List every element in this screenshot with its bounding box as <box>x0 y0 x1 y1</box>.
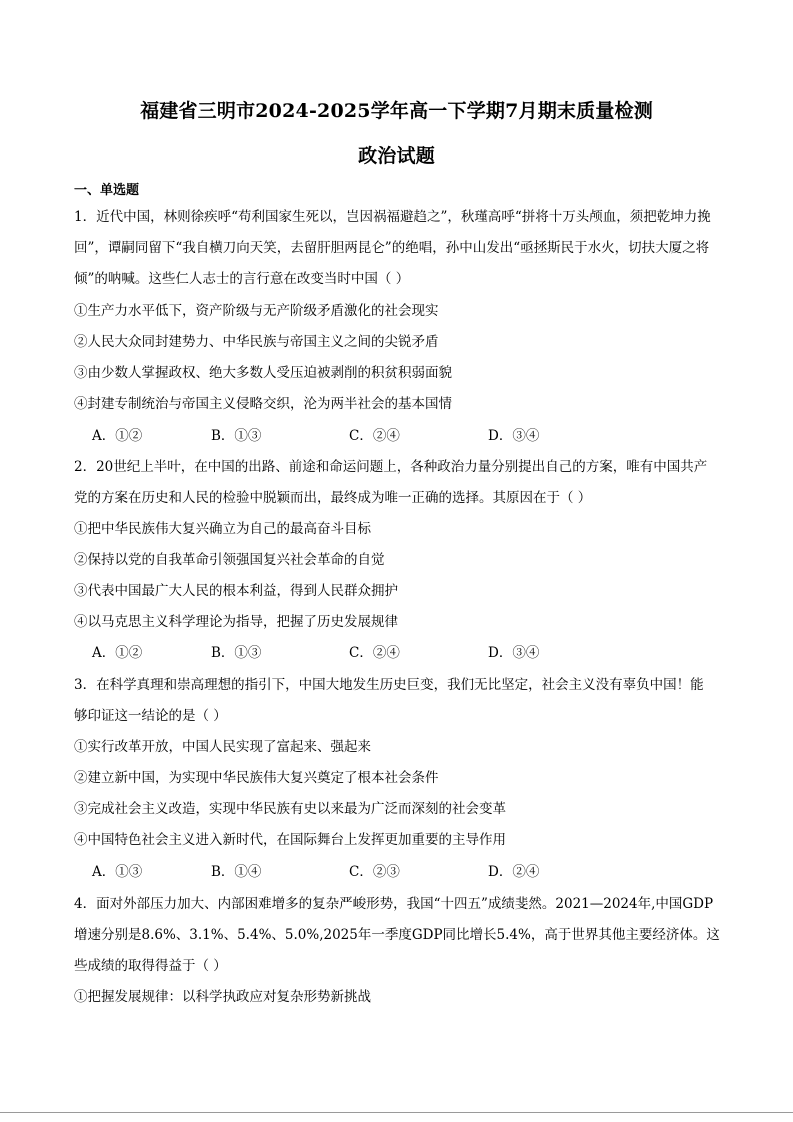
question-text-line: 4．面对外部压力加大、内部困难增多的复杂严峻形势，我国“十四五”成绩斐然。2021—2024年,中国GDP <box>74 896 714 912</box>
statement-item: ②人民大众同封建势力、中华民族与帝国主义之间的尖锐矛盾 <box>74 334 439 350</box>
statement-item: ②建立新中国，为实现中华民族伟大复兴奠定了根本社会条件 <box>74 770 439 786</box>
statement-item: ①生产力水平低下，资产阶级与无产阶级矛盾激化的社会现实 <box>74 303 439 319</box>
section-heading: 一、单选题 <box>74 183 140 198</box>
option-d[interactable]: D．③④ <box>488 428 540 444</box>
statement-item: ③代表中国最广大人民的根本利益，得到人民群众拥护 <box>74 583 398 599</box>
option-b[interactable]: B．①③ <box>211 428 262 444</box>
statement-item: ①把中华民族伟大复兴确立为自己的最高奋斗目标 <box>74 521 371 537</box>
option-c[interactable]: C．②④ <box>349 645 400 661</box>
question-text-line: 1．近代中国，林则徐疾呼“苟利国家生死以，岂因祸福避趋之”，秋瑾高呼“拼将十万头颅血，须把乾坤力挽 <box>74 209 711 225</box>
page-bottom-rule <box>0 1112 793 1113</box>
option-d[interactable]: D．②④ <box>488 864 540 880</box>
statement-item: ③由少数人掌握政权、绝大多数人受压迫被剥削的积贫积弱面貌 <box>74 365 452 381</box>
statement-item: ①实行改革开放，中国人民实现了富起来、强起来 <box>74 739 371 755</box>
question-text-line: 2．20世纪上半叶，在中国的出路、前途和命运问题上，各种政治力量分别提出自己的方案，唯有中国共产 <box>74 459 708 475</box>
statement-item: ③完成社会主义改造，实现中华民族有史以来最为广泛而深刻的社会变革 <box>74 801 506 817</box>
question-text-line: 增速分别是8.6%、3.1%、5.4%、5.0%,2025年一季度GDP同比增长5.4%，高于世界其他主要经济体。这 <box>74 927 720 943</box>
question-text-line: 党的方案在历史和人民的检验中脱颖而出，最终成为唯一正确的选择。其原因在于（ ） <box>74 490 592 506</box>
exam-title: 福建省三明市2024-2025学年高一下学期7月期末质量检测 <box>140 100 653 122</box>
option-c[interactable]: C．②③ <box>349 864 400 880</box>
option-d[interactable]: D．③④ <box>488 645 540 661</box>
exam-subtitle: 政治试题 <box>358 145 435 167</box>
option-a[interactable]: A．①② <box>92 645 143 661</box>
option-c[interactable]: C．②④ <box>349 428 400 444</box>
statement-item: ①把握发展规律：以科学执政应对复杂形势新挑战 <box>74 989 371 1005</box>
statement-item: ④中国特色社会主义进入新时代，在国际舞台上发挥更加重要的主导作用 <box>74 832 506 848</box>
option-a[interactable]: A．①③ <box>92 864 143 880</box>
question-text-line: 些成绩的取得得益于（ ） <box>74 958 227 974</box>
statement-item: ②保持以党的自我革命引领强国复兴社会革命的自觉 <box>74 552 385 568</box>
statement-item: ④封建专制统治与帝国主义侵略交织，沦为两半社会的基本国情 <box>74 396 452 412</box>
question-text-line: 回”，谭嗣同留下“我自横刀向天笑，去留肝胆两昆仑”的绝唱，孙中山发出“亟拯斯民于水火，切扶大厦之将 <box>74 240 710 256</box>
question-text-line: 3．在科学真理和崇高理想的指引下，中国大地发生历史巨变，我们无比坚定，社会主义没有辜负中国！能 <box>74 677 704 693</box>
question-text-line: 够印证这一结论的是（ ） <box>74 708 227 724</box>
option-b[interactable]: B．①④ <box>211 864 262 880</box>
option-a[interactable]: A．①② <box>92 428 143 444</box>
option-b[interactable]: B．①③ <box>211 645 262 661</box>
question-text-line: 倾”的呐喊。这些仁人志士的言行意在改变当时中国（ ） <box>74 271 410 287</box>
statement-item: ④以马克思主义科学理论为指导，把握了历史发展规律 <box>74 614 398 630</box>
